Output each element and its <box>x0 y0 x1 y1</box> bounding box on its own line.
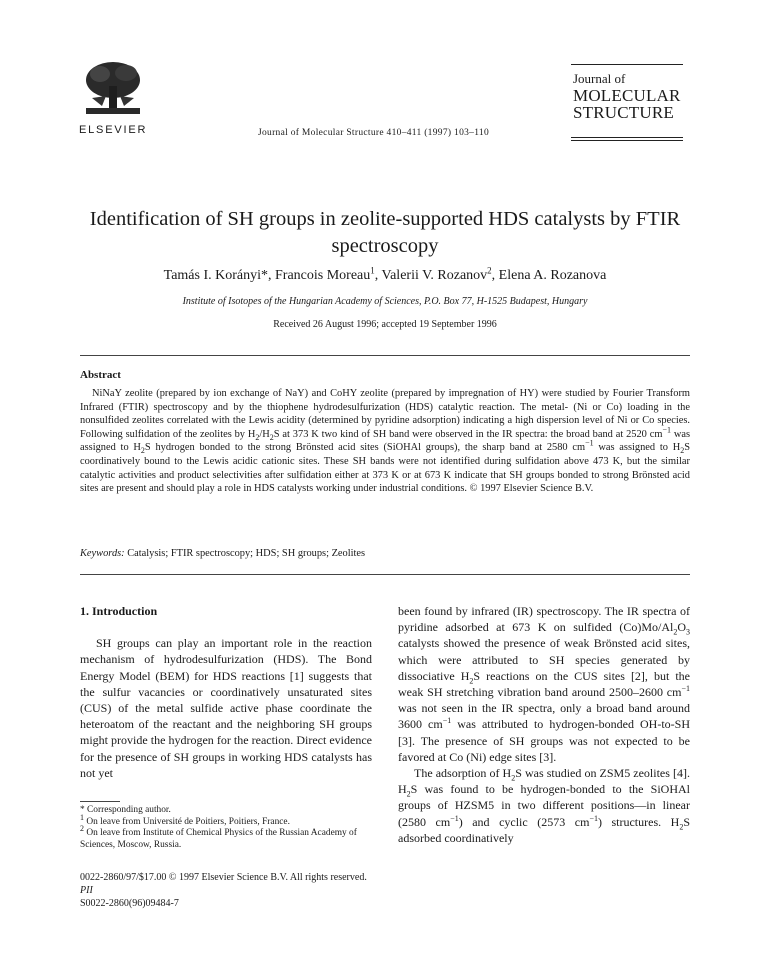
author-name: Francois Moreau <box>275 268 371 283</box>
journal-rule-bottom-2 <box>571 140 683 141</box>
author-mark: 1 <box>370 265 375 276</box>
abstract-text: NiNaY zeolite (prepared by ion exchange of NaY) and CoHY zeolite (prepared by impregnation of HY) were studied by Fourier Transform Infrared (FTIR) spectroscopy and by the thiophene hydrodesulfurization (HDS) catalytic reaction. The metal- (Ni or Co) loading in the nonsulfided zeolites correlated with the Lewis acidity (determined by pyridine adsorption) indicating a high dispersion level of Ni or Co species. Following sulfidation of the zeolites by $H_2/H_2S$ at 373 K two kind of SH band were observed in the IR spectra: the broad band at 2520 $cm^{-1}$ was assigned to $H_2S$ hydrogen bonded to the strong Brönsted acid sites (SiOHAl groups), the sharp band at 2580 $cm^{-1}$ was assigned to $H_2S$ coordinatively bound to the Lewis acidic cationic sites. These SH bands were not identified during sulfidation above 473 K, but the similar catalytic activities and product selectivities after sulfidation either at 373 K or at 673 K indicate that SH groups bonded to strong Brönsted acid sites are present and should play a role in HDS catalysts working under industrial conditions. © 1997 Elsevier Science B.V. <box>80 388 690 495</box>
journal-rule-bottom-1 <box>571 137 683 138</box>
footnote-corresponding: * Corresponding author. <box>80 805 171 815</box>
footnote-2: $^2$ On leave from Institute of Chemical Physics of the Russian Academy of Sciences, Moscow, Russia. <box>80 823 357 850</box>
footnote-rule <box>80 801 120 802</box>
keywords-text: Catalysis; FTIR spectroscopy; HDS; SH groups; Zeolites <box>124 548 366 559</box>
copyright-block <box>80 871 367 910</box>
footnotes <box>80 805 372 851</box>
body-paragraph: The adsorption of $H_2S$ was studied on ZSM5 zeolites [4]. $H_2S$ was found to be hydrogen-bonded to the SiOHAl groups of HZSM5 in two different positions—in linear (2580 $cm^{-1}$) and cyclic (2573 $cm^{-1}$) structures. $H_2S$ adsorbed coordinatively <box>398 766 691 845</box>
pii-line: PII S0022-2860(96)09484-7 <box>80 885 179 909</box>
journal-of-label: Journal of <box>573 71 626 86</box>
journal-rule-top <box>571 64 683 65</box>
author-mark: * <box>261 268 269 283</box>
keywords-label: Keywords: <box>80 548 125 559</box>
author-name: Valerii V. Rozanov <box>381 268 488 283</box>
column-right <box>398 603 690 846</box>
section-heading: 1. Introduction <box>80 604 158 618</box>
divider-bottom <box>80 574 690 575</box>
abstract-heading: Abstract <box>80 369 121 381</box>
author-name: Tamás I. Korányi <box>163 268 262 283</box>
article-title: Identification of SH groups in zeolite-supported HDS catalysts by FTIR spectroscopy <box>89 208 681 257</box>
author-list: Tamás I. Korányi*, Francois Moreau$^1$, Valerii V. Rozanov$^2$, Elena A. Rozanova <box>163 265 607 283</box>
affiliation: Institute of Isotopes of the Hungarian Academy of Sciences, P.O. Box 77, H-1525 Budapest, Hungary <box>182 296 588 307</box>
footnote-1: $^1$ On leave from Université de Poitiers, Poitiers, France. <box>80 812 290 827</box>
publisher-name: ELSEVIER <box>79 124 148 136</box>
author-name: Elena A. Rozanova <box>498 268 607 283</box>
body-paragraph: SH groups can play an important role in the reaction mechanism of hydrodesulfurization (HDS). The Bond Energy Model (BEM) for HDS reactions [1] suggests that the sulfur vacancies or coordinatively unsaturated sites (CUS) of the metal sulfide active phase coordinate the heteroatom of the reactant and the neighboring SH groups might provide the hydrogen for the reaction. Direct evidence for the presence of SH groups in working HDS catalysts has not yet <box>80 636 372 780</box>
journal-name-line1: MOLECULAR <box>573 86 681 105</box>
divider-top <box>80 355 690 356</box>
column-left <box>80 603 372 781</box>
keywords <box>80 548 690 559</box>
body-paragraph: been found by infrared (IR) spectroscopy. The IR spectra of pyridine adsorbed at 673 K on sulfided $(Co)Mo/Al_2O_3$ catalysts showed the presence of weak Brönsted acid sites, which were attributed to SH species generated by dissociative $H_2S$ reactions on the CUS sites [2], but the weak SH stretching vibration band around 2500–2600 $cm^{-1}$ was not seen in the IR spectra, only a broad band around 3600 $cm^{-1}$ was attributed to hydrogen-bonded OH-to-SH [3]. The presence of SH groups was not expected to be favored at Co (Ni) edge sites [3]. <box>398 604 691 764</box>
elsevier-tree-logo-icon <box>82 58 144 120</box>
author-mark: 2 <box>487 265 492 276</box>
journal-name-line2: STRUCTURE <box>573 103 674 122</box>
copyright-line: 0022-2860/97/$17.00 © 1997 Elsevier Science B.V. All rights reserved. <box>80 872 367 883</box>
received-dates: Received 26 August 1996; accepted 19 September 1996 <box>273 319 497 330</box>
journal-masthead <box>573 70 681 121</box>
journal-citation: Journal of Molecular Structure 410–411 (1997) 103–110 <box>258 128 490 138</box>
